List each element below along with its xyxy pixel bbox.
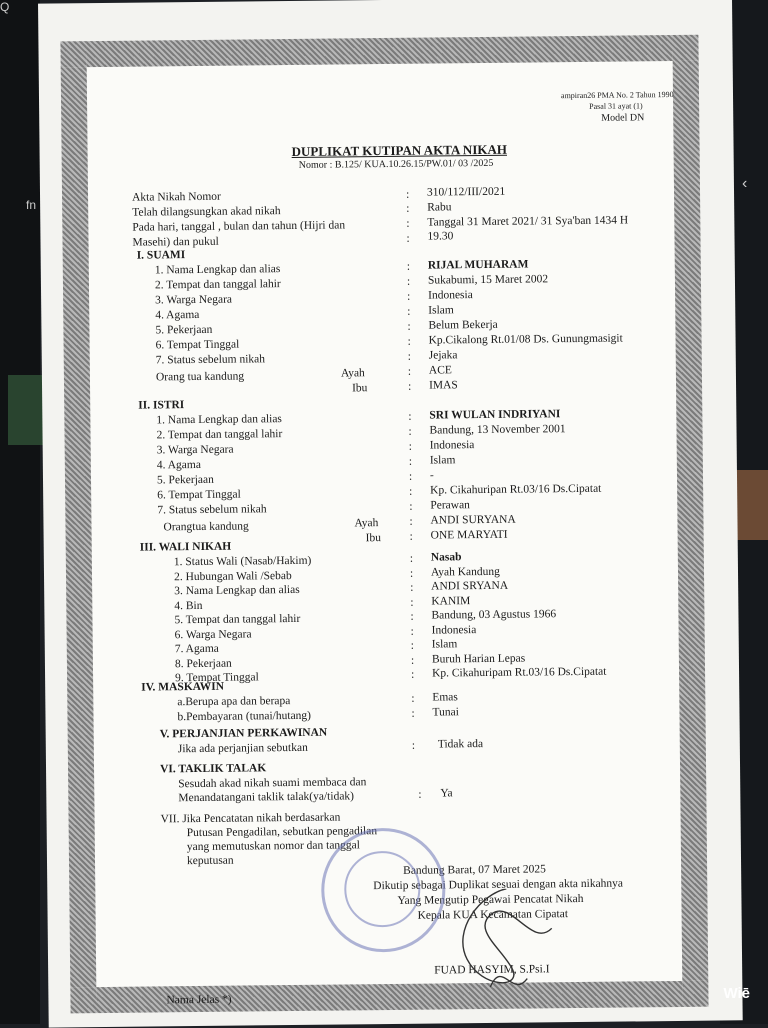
istri-row-value: Indonesia (429, 439, 475, 452)
colon: : (407, 305, 411, 318)
suami-row-value: Indonesia (428, 289, 473, 302)
colon: : (407, 320, 411, 333)
maskawin-row-value: Emas (432, 691, 458, 704)
istri-row-value: Kp. Cikahuripan Rt.03/16 Ds.Cipatat (430, 482, 602, 497)
suami-row-label: 5. Pekerjaan (155, 323, 213, 337)
colon: : (411, 692, 415, 705)
colon: : (409, 485, 413, 498)
suami-row-label: 4. Agama (155, 308, 200, 322)
maskawin-heading: IV. MASKAWIN (141, 680, 225, 694)
pukul-value: 19.30 (427, 230, 454, 243)
maskawin-row-label: b.Pembayaran (tunai/hutang) (177, 709, 312, 724)
istri-row-value: Bandung, 13 November 2001 (429, 423, 566, 437)
istri-row-label: 5. Pekerjaan (156, 473, 214, 487)
edge-key-q: Q (0, 0, 10, 14)
colon: : (406, 260, 411, 273)
colon: : (418, 788, 422, 801)
header-ref1: ampiran26 PMA No. 2 Tahun 1990 (560, 89, 674, 101)
suami-row-value: Jejaka (428, 349, 458, 362)
suami-ayah-value: ACE (428, 364, 452, 377)
suami-row-value: Sukabumi, 15 Maret 2002 (427, 273, 549, 287)
wali-row-value: Nasab (430, 551, 462, 564)
hari-value: Tanggal 31 Maret 2021/ 31 Sya'ban 1434 H (427, 214, 629, 229)
colon: : (408, 470, 413, 483)
colon: : (411, 739, 416, 752)
header-model: Model DN (601, 112, 645, 124)
colon: : (407, 290, 411, 303)
header-ref2: Pasal 31 ayat (1) (589, 101, 643, 111)
colon: : (410, 596, 414, 609)
wali-row-label: 8. Pekerjaan (174, 657, 232, 670)
colon: : (406, 275, 411, 288)
wali-row-label: 3. Nama Lengkap dan alias (174, 583, 300, 598)
wali-row-label: 4. Bin (174, 599, 203, 612)
signature-line2: Yang Mengutip Pegawai Pencatat Nikah (397, 892, 584, 907)
istri-ayah-value: ANDI SURYANA (430, 513, 516, 527)
istri-heading: II. ISTRI (138, 399, 185, 412)
suami-row-value: Kp.Cikalong Rt.01/08 Ds. Gunungmasigit (428, 332, 623, 347)
colon: : (409, 552, 414, 565)
wali-row-value: Buruh Harian Lepas (431, 652, 526, 666)
colon: : (407, 350, 412, 363)
watermark: Wiē (723, 985, 750, 1002)
colon: : (410, 610, 414, 623)
stamp-emblem (344, 851, 421, 928)
background-left (0, 0, 40, 1024)
signature-line1: Dikutip sebagai Duplikat sesuai dengan akta nikahnya (373, 877, 624, 893)
suami-row-label: 6. Tempat Tinggal (155, 338, 240, 352)
istri-row-label: 4. Agama (156, 458, 201, 472)
signature-line3: Kepala KUA Kecamatan Cipatat (417, 908, 569, 922)
wali-row-label: 9. Tempat Tinggal (175, 671, 259, 685)
colon: : (410, 654, 415, 667)
perjanjian-heading: V. PERJANJIAN PERKAWINAN (159, 726, 328, 741)
colon: : (408, 440, 412, 453)
colon: : (409, 515, 413, 528)
wali-row-label: 1. Status Wali (Nasab/Hakim) (173, 554, 312, 569)
suami-row-value: Islam (428, 304, 454, 317)
dilangsungkan-value: Rabu (427, 201, 452, 214)
pencatatan-line4: keputusan (186, 854, 234, 868)
suami-row-label: 2. Tempat dan tanggal lahir (154, 278, 281, 292)
colon: : (409, 530, 413, 543)
taklik-value: Ya (440, 787, 453, 800)
suami-row-label: 3. Warga Negara (155, 293, 233, 307)
istri-row-label: 2. Tempat dan tanggal lahir (156, 428, 283, 442)
wali-row-value: Ayah Kandung (430, 565, 500, 579)
istri-row-label: 7. Status sebelum nikah (157, 503, 267, 517)
istri-row-label: 6. Tempat Tinggal (157, 488, 241, 502)
colon: : (409, 567, 414, 580)
wali-row-value: ANDI SRYANA (431, 579, 509, 593)
suami-ibu-label: Ibu (352, 382, 368, 395)
istri-ortu-label: Orangtua kandung (163, 520, 249, 534)
colon: : (408, 455, 413, 468)
wali-row-label: 6. Warga Negara (174, 627, 252, 641)
akta-value: 310/112/III/2021 (426, 185, 506, 199)
colon: : (411, 668, 415, 681)
document-paper (38, 0, 743, 1028)
colon: : (406, 232, 410, 245)
suami-row-label: 1. Nama Lengkap dan alias (154, 263, 281, 277)
suami-ayah-label: Ayah (340, 367, 365, 380)
taklik-heading: VI. TAKLIK TALAK (159, 762, 267, 776)
taklik-label2: Menandatangani taklik talak(ya/tidak) (178, 790, 355, 805)
wali-row-value: KANIM (431, 594, 471, 608)
perjanjian-label: Jika ada perjanjian sebutkan (177, 741, 308, 756)
background-object (8, 375, 46, 445)
istri-row-value: SRI WULAN INDRIYANI (429, 408, 561, 422)
colon: : (410, 639, 415, 652)
signature-name: FUAD HASYIM, S.Psi.I (434, 963, 550, 977)
wali-row-value: Kp. Cikahuripam Rt.03/16 Ds.Cipatat (431, 665, 607, 680)
suami-ibu-value: IMAS (428, 379, 458, 392)
istri-ibu-label: Ibu (365, 532, 382, 545)
colon: : (406, 202, 410, 215)
istri-row-value: Perawan (430, 499, 470, 512)
edge-key-fn: fn (26, 198, 37, 212)
akta-label: Akta Nikah Nomor (131, 190, 221, 204)
document-number: Nomor : B.125/ KUA.10.26.15/PW.01/ 03 /2025 (298, 157, 494, 171)
maskawin-row-label: a.Berupa apa dan berapa (177, 695, 291, 709)
pencatatan-line3: yang memutuskan nomor dan tanggal (186, 839, 361, 854)
suami-row-value: RIJAL MUHARAM (427, 258, 529, 272)
hari-label-2: Masehi) dan pukul (132, 235, 219, 249)
official-stamp (321, 827, 446, 952)
colon: : (409, 500, 413, 513)
colon: : (408, 410, 412, 423)
taklik-label1: Sesudah akad nikah suami membaca dan (178, 776, 367, 791)
wali-row-value: Indonesia (431, 623, 477, 637)
dilangsungkan-label: Telah dilangsungkan akad nikah (132, 205, 281, 219)
colon: : (407, 380, 412, 393)
chevron-left-icon: ‹ (742, 175, 748, 192)
suami-ortu-label: Orang tua kandung (155, 370, 245, 384)
istri-row-label: 3. Warga Negara (156, 443, 234, 457)
wali-row-value: Islam (431, 638, 458, 651)
istri-row-label: 1. Nama Lengkap dan alias (156, 413, 282, 427)
istri-ibu-value: ONE MARYATI (430, 528, 508, 542)
colon: : (407, 365, 412, 378)
nama-jelas: Nama Jelas *) (166, 993, 232, 1007)
suami-heading: I. SUAMI (136, 249, 186, 262)
suami-row-label: 7. Status sebelum nikah (155, 353, 266, 367)
perjanjian-value: Tidak ada (437, 738, 484, 751)
signature-place-date: Bandung Barat, 07 Maret 2025 (403, 863, 546, 877)
wali-heading: III. WALI NIKAH (139, 540, 232, 554)
wali-row-label: 7. Agama (174, 642, 219, 656)
document-title: DUPLIKAT KUTIPAN AKTA NIKAH (291, 141, 508, 159)
wali-row-label: 2. Hubungan Wali /Sebab (173, 569, 292, 583)
colon: : (410, 625, 414, 638)
colon: : (410, 581, 414, 594)
colon: : (411, 707, 415, 720)
maskawin-row-value: Tunai (432, 706, 459, 719)
pencatatan-line1: VII. Jika Pencatatan nikah berdasarkan (160, 811, 341, 826)
hari-label: Pada hari, tanggal , bulan dan tahun (Hijri dan (132, 219, 346, 234)
pencatatan-line2: Putusan Pengadilan, sebutkan pengadilan (186, 825, 378, 840)
colon: : (405, 188, 410, 201)
colon: : (408, 425, 412, 438)
wali-row-label: 5. Tempat dan tanggal lahir (174, 612, 301, 627)
wali-row-value: Bandung, 03 Agustus 1966 (431, 608, 557, 622)
colon: : (406, 217, 410, 230)
istri-ayah-label: Ayah (354, 517, 379, 530)
suami-row-value: Belum Bekerja (428, 318, 498, 332)
istri-row-value: Islam (429, 454, 456, 467)
istri-row-value: - (429, 469, 434, 482)
colon: : (407, 335, 411, 348)
